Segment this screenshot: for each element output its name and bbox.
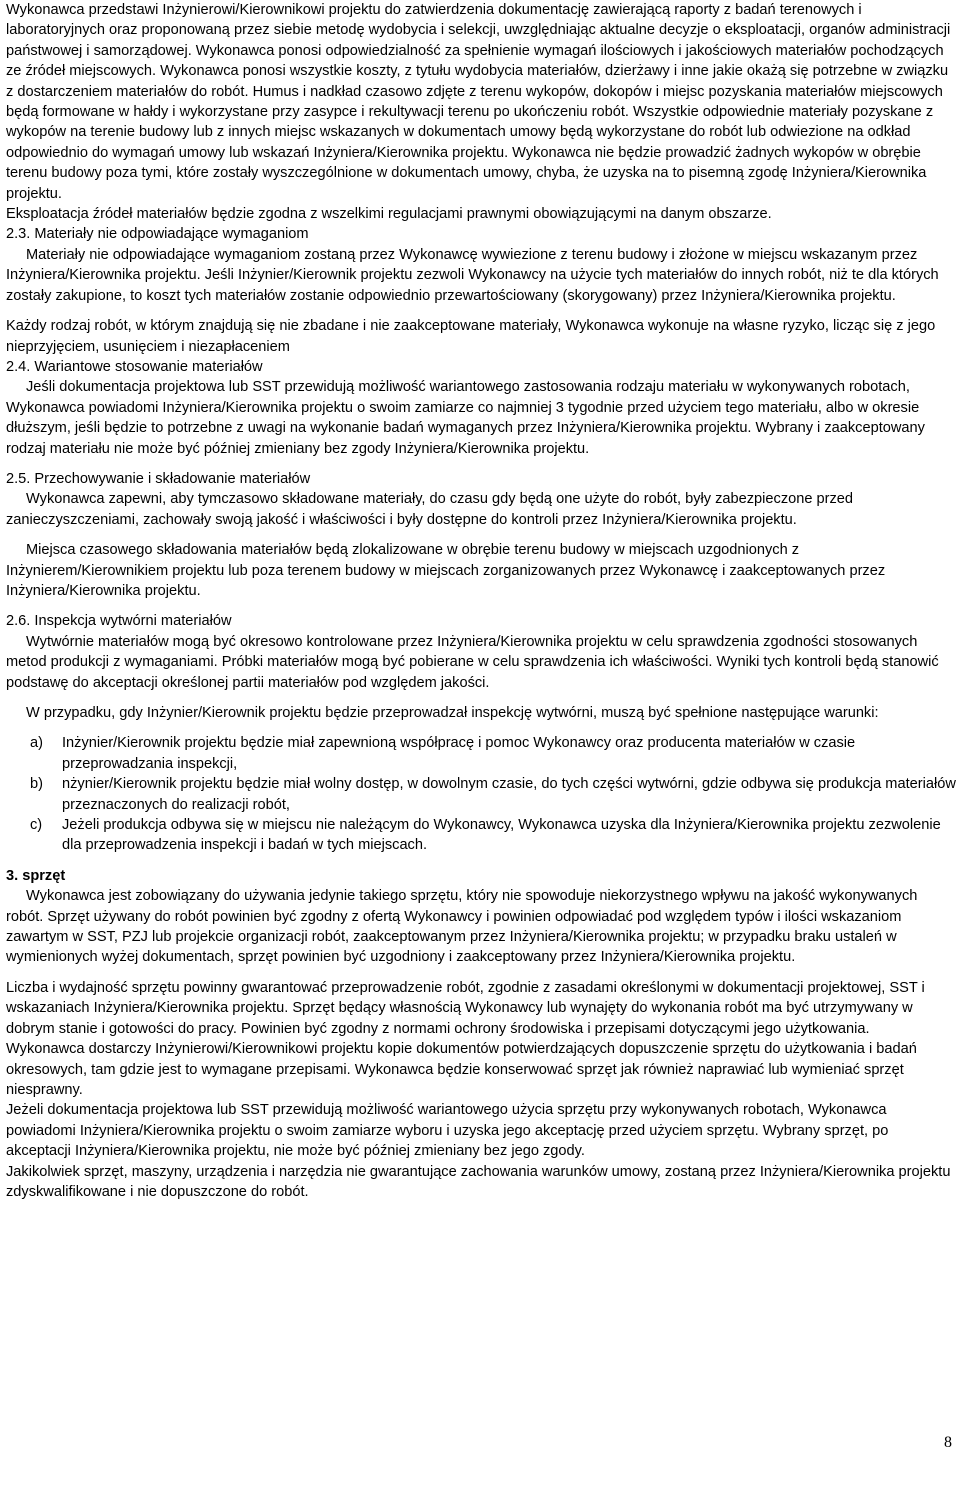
section-2-5-paragraph: Wykonawca zapewni, aby tymczasowo składowane materiały, do czasu gdy będą one użyte do robót, były zabezpieczone przed zanieczyszczeniami, zachowały swoją jakość i właściwości i były dostępne do kontroli przez Inżyniera/Kierownika projektu. [6, 491, 854, 528]
list-item [30, 815, 956, 856]
section-2-4-paragraph: Jeśli dokumentacja projektowa lub SST przewidują możliwość wariantowego zastosowania rodzaju materiału w wykonywanych robotach, Wykonawca powiadomi Inżyniera/Kierownika projektu o swoim zamiarze co najmniej 3 tygodnie przed użyciem tego materiału, albo w okresie dłuższym, jeśli będzie to potrzebne z uwagi na wykonanie badań wymaganych przez Inżyniera/Kierownika projektu. Wybrany i zaakceptowany rodzaj materiału nie może być później zmieniany bez zgody Inżyniera/Kierownika projektu. [6, 379, 925, 457]
section-2-4-heading: 2.4. Wariantowe stosowanie materiałów [6, 358, 263, 375]
section-2-6-paragraph: W przypadku, gdy Inżynier/Kierownik projektu będzie przeprowadzał inspekcję wytwórni, muszą być spełnione następujące warunki: [26, 705, 879, 721]
section-2-6-heading: 2.6. Inspekcja wytwórni materiałów [6, 613, 232, 630]
section-3-paragraph: Wykonawca dostarczy Inżynierowi/Kierownikowi projektu kopie dokumentów potwierdzających dopuszczenie sprzętu do użytkowania i badań okresowych, tam gdzie jest to wymagane przepisami. Wykonawca będzie konserwować sprzęt jak również naprawiać lub wymieniać sprzęt niesprawny. [6, 1041, 917, 1098]
intro-paragraph-exploitation: Eksploatacja źródeł materiałów będzie zgodna z wszelkimi regulacjami prawnymi obowiązującymi na danym obszarze. [6, 206, 772, 223]
list-marker: c) [30, 817, 43, 834]
page-number: 8 [944, 1434, 952, 1451]
list-marker: a) [30, 735, 43, 752]
section-2-3-heading: 2.3. Materiały nie odpowiadające wymaganiom [6, 226, 309, 243]
section-3-paragraph: Liczba i wydajność sprzętu powinny gwarantować przeprowadzenie robót, zgodnie z zasadami określonymi w dokumentacji projektowej, SST i wskazaniach Inżyniera/Kierownika projektu. Sprzęt będący własnością Wykonawcy lub wynajęty do wykonania robót ma być utrzymywany w dobrym stanie i gotowości do pracy. Powinien być zgodny z normami ochrony środowiska i przepisami dotyczącymi jego użytkowania. [6, 979, 925, 1037]
section-2-5-paragraph: Miejsca czasowego składowania materiałów będą zlokalizowane w obrębie terenu budowy w miejscach uzgodnionych z Inżynierem/Kierownikiem projektu lub poza terenem budowy w miejscach zorganizowanych przez Wykonawcę i zaakceptowanych przez Inżyniera/Kierownika projektu. [6, 542, 886, 599]
list-item [30, 733, 956, 774]
section-3-paragraph: Jakikolwiek sprzęt, maszyny, urządzenia i narzędzia nie gwarantujące zachowania warunków umowy, zostaną przez Inżyniera/Kierownika projektu zdyskwalifikowane i nie dopuszczone do robót. [6, 1163, 951, 1200]
list-item-text: Inżynier/Kierownik projektu będzie miał zapewnioną współpracę i pomoc Wykonawcy oraz producenta materiałów w czasie przeprowadzania inspekcji, [62, 735, 856, 772]
list-marker: b) [30, 776, 43, 793]
inspection-conditions-list [6, 733, 956, 855]
list-item [30, 774, 956, 815]
section-2-6-paragraph: Wytwórnie materiałów mogą być okresowo kontrolowane przez Inżyniera/Kierownika projektu w celu sprawdzenia zgodności stosowanych metod produkcji z wymaganiami. Próbki materiałów mogą być pobierane w celu sprawdzenia ich właściwości. Wyniki tych kontroli będą stanowić podstawę do akceptacji określonej partii materiałów pod względem jakości. [6, 633, 939, 691]
section-3-heading: 3. sprzęt [6, 867, 66, 884]
section-3-paragraph: Jeżeli dokumentacja projektowa lub SST przewidują możliwość wariantowego użycia sprzętu przy wykonywanych robotach, Wykonawca powiadomi Inżyniera/Kierownika projektu o swoim zamiarze wyboru i uzyska jego akceptację przed użyciem sprzętu. Wybrany sprzęt, po akceptacji Inżyniera/Kierownika projektu, nie może być później zmieniany bez jego zgody. [6, 1102, 889, 1160]
section-2-5-heading: 2.5. Przechowywanie i składowanie materiałów [6, 470, 311, 487]
intro-paragraph: Wykonawca przedstawi Inżynierowi/Kierownikowi projektu do zatwierdzenia dokumentację zawierającą raporty z badań terenowych i laboratoryjnych oraz proponowaną przez siebie metodę wydobycia i selekcji, uwzględniając aktualne decyzje o eksploatacji, organów administracji państwowej i samorządowej. Wykonawca ponosi odpowiedzialność za spełnienie wymagań ilościowych i jakościowych materiałów pochodzących ze źródeł miejscowych. Wykonawca ponosi wszystkie koszty, z tytułu wydobycia materiałów, dzierżawy i inne jakie okażą się potrzebne w związku z dostarczeniem materiałów do robót. Humus i nadkład czasowo zdjęte z terenu wykopów, dokopów i miejsc pozyskania materiałów miejscowych będą formowane w hałdy i wykorzystane przy zasypce i rekultywacji terenu po ukończeniu robót. Wszystkie odpowiednie materiały pozyskane z wykopów na terenie budowy lub z innych miejsc wskazanych w dokumentach umowy będą wykorzystane do robót lub odwiezione na odkład odpowiednio do wymagań umowy lub wskazań Inżyniera/Kierownika projektu. Wykonawca nie będzie prowadzić żadnych wykopów w obrębie terenu budowy poza tymi, które zostały wyszczególnione w dokumentach umowy, chyba, że uzyska na to pisemną zgodę Inżyniera/Kierownika projektu. [6, 2, 951, 202]
document-page [6, 0, 956, 1202]
list-item-text: nżynier/Kierownik projektu będzie miał wolny dostęp, w dowolnym czasie, do tych części wytwórni, gdzie odbywa się produkcja materiałów przeznaczonych do realizacji robót, [62, 776, 956, 813]
section-3-paragraph: Wykonawca jest zobowiązany do używania jedynie takiego sprzętu, który nie spowoduje niekorzystnego wpływu na jakość wykonywanych robót. Sprzęt używany do robót powinien być zgodny z ofertą Wykonawcy i powinien odpowiadać pod względem typów i ilości wskazaniom zawartym w SST, PZJ lub projekcie organizacji robót, zaakceptowanym przez Inżyniera/Kierownika projektu; w przypadku braku ustaleń w wymienionych wyżej dokumentach, sprzęt powinien być uzgodniony i zaakceptowany przez Inżyniera/Kierownika projektu. [6, 888, 918, 966]
list-item-text: Jeżeli produkcja odbywa się w miejscu nie należącym do Wykonawcy, Wykonawca uzyska dla Inżyniera/Kierownika projektu zezwolenie dla przeprowadzenia inspekcji i badań w tych miejscach. [62, 817, 941, 854]
section-2-3-paragraph: Każdy rodzaj robót, w którym znajdują się nie zbadane i nie zaakceptowane materiały, Wykonawca wykonuje na własne ryzyko, licząc się z jego nieprzyjęciem, usunięciem i niezapłaceniem [6, 318, 936, 355]
section-2-3-paragraph: Materiały nie odpowiadające wymaganiom zostaną przez Wykonawcę wywiezione z terenu budowy i złożone w miejscu wskazanym przez Inżyniera/Kierownika projektu. Jeśli Inżynier/Kierownik projektu zezwoli Wykonawcy na użycie tych materiałów do innych robót, niż te dla których zostały zakupione, to koszt tych materiałów zostanie odpowiednio przewartościowany (skorygowany) przez Inżyniera/Kierownika projektu. [6, 246, 939, 304]
